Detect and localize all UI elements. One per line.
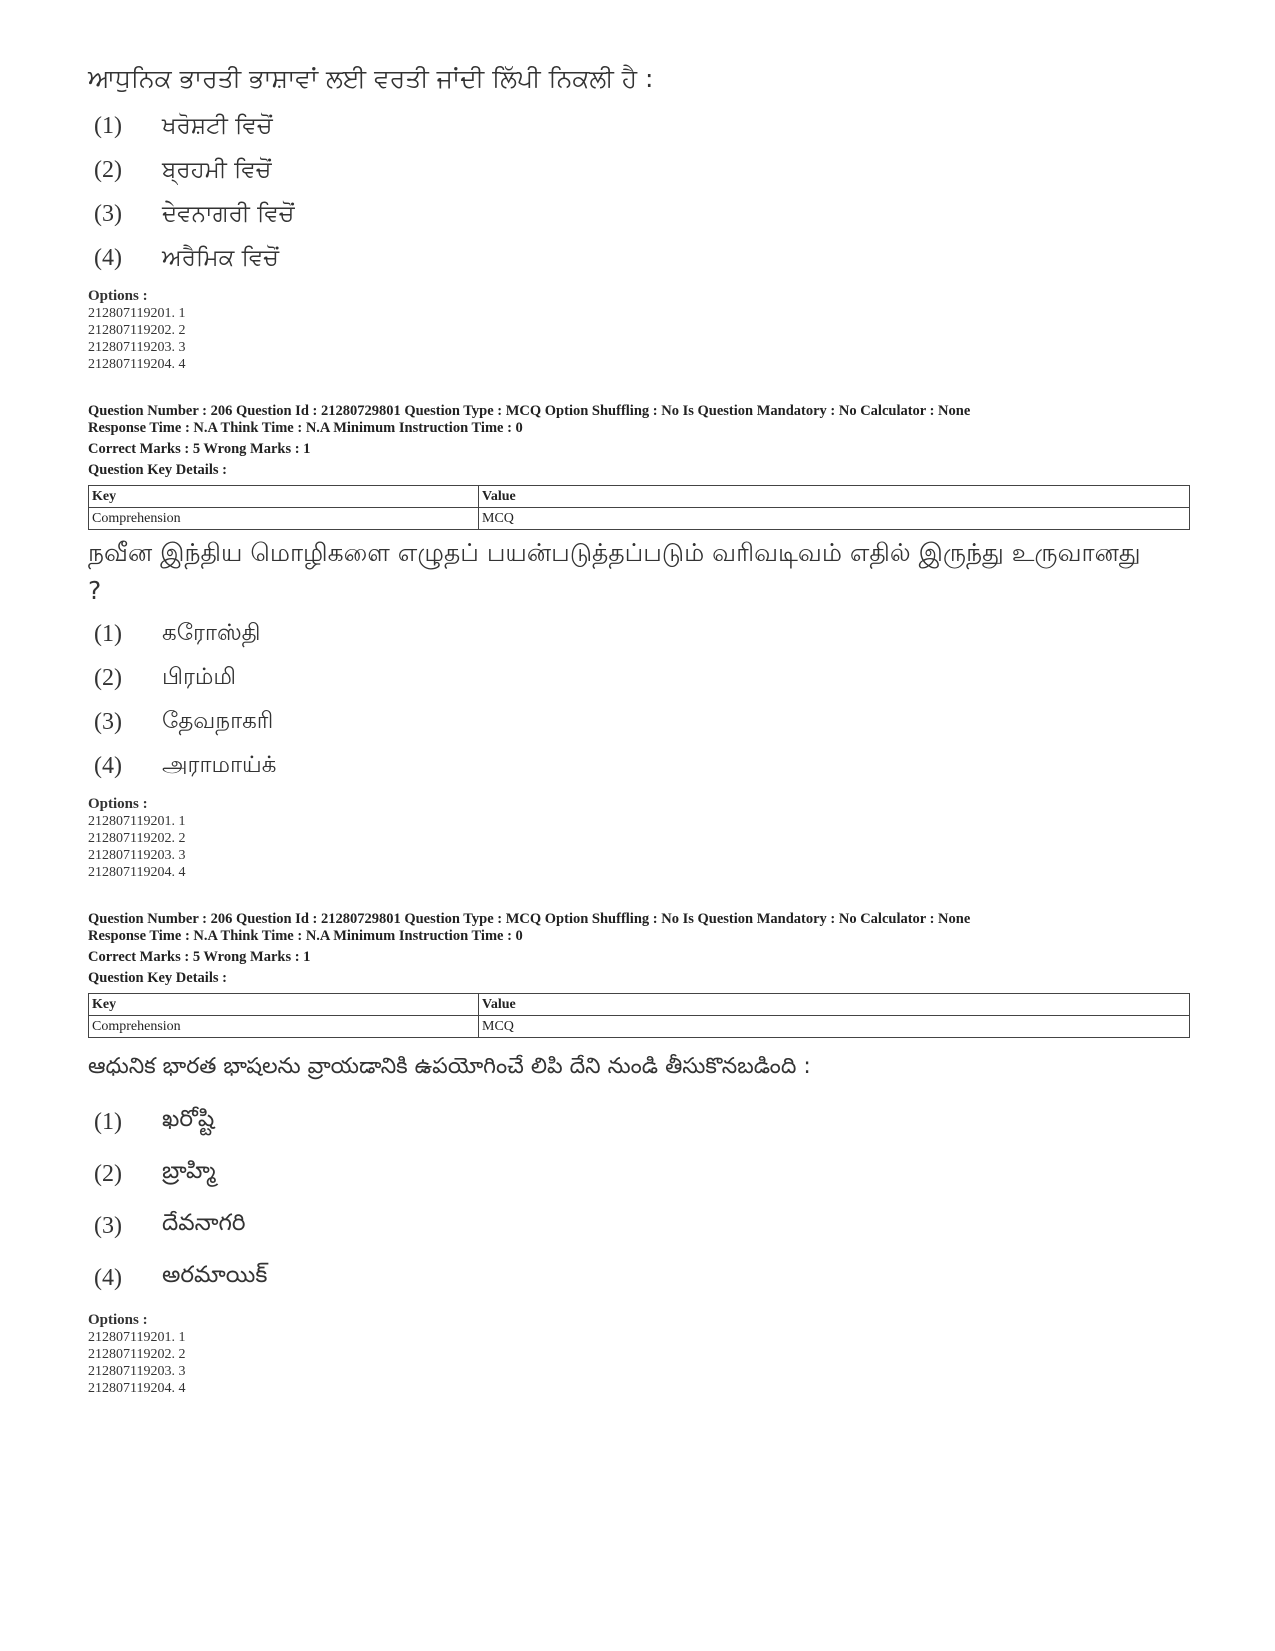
meta-line: Question Number : 206 Question Id : 21280729801 Question Type : MCQ Option Shuffling : No Is Question Mandatory : No Calculator : None — [88, 911, 971, 927]
question-text: ਆਧੁਨਿਕ ਭਾਰਤੀ ਭਾਸ਼ਾਵਾਂ ਲਈ ਵਰਤੀ ਜਾਂਦੀ ਲਿੱਪੀ ਨਿਕਲੀ ਹੈ : — [88, 64, 654, 93]
meta-line: Correct Marks : 5 Wrong Marks : 1 — [88, 949, 311, 965]
option-id: 212807119204. 4 — [88, 357, 186, 372]
question-block-punjabi — [88, 60, 1188, 373]
question-meta — [88, 911, 1188, 987]
options-list — [88, 288, 1188, 373]
key-header: Key — [89, 486, 479, 508]
meta-line: Correct Marks : 5 Wrong Marks : 1 — [88, 441, 311, 457]
meta-line: Question Key Details : — [88, 462, 227, 478]
option-id: 212807119203. 3 — [88, 340, 186, 355]
options-list — [88, 1312, 1188, 1397]
option-id: 212807119202. 2 — [88, 323, 186, 338]
meta-line: Question Number : 206 Question Id : 21280729801 Question Type : MCQ Option Shuffling : No Is Question Mandatory : No Calculator : None — [88, 403, 971, 419]
answer-choice-3: (3) தேவநாகரி — [94, 707, 274, 735]
key-cell: Comprehension — [89, 1016, 479, 1038]
answer-choice-2: (2) బ్రాహ్మి — [94, 1158, 216, 1187]
answer-choice-1: (1) கரோஸ்தி — [94, 619, 261, 647]
answer-choice-4: (4) அராமாய்க் — [94, 751, 277, 779]
answer-choice-2: (2) பிரம்மி — [94, 663, 237, 691]
document-page — [88, 60, 1188, 1397]
options-label: Options : — [88, 288, 148, 304]
value-cell: MCQ — [479, 1016, 1190, 1038]
value-cell: MCQ — [479, 508, 1190, 530]
answer-choice-1: (1) ఖరోష్టి — [94, 1106, 215, 1135]
question-block-telugu — [88, 911, 1188, 1397]
options-label: Options : — [88, 1312, 148, 1328]
answer-choice-3: (3) ਦੇਵਨਾਗਰੀ ਵਿਚੋਂ — [94, 200, 295, 227]
answer-choice-4: (4) ਅਰੈਮਿਕ ਵਿਚੋਂ — [94, 244, 279, 271]
question-key-table — [88, 485, 1190, 530]
question-meta — [88, 403, 1188, 479]
value-header: Value — [479, 994, 1190, 1016]
option-id: 212807119202. 2 — [88, 831, 186, 846]
question-block-tamil — [88, 403, 1188, 881]
option-id: 212807119202. 2 — [88, 1347, 186, 1362]
key-header: Key — [89, 994, 479, 1016]
option-id: 212807119203. 3 — [88, 1364, 186, 1379]
option-id: 212807119201. 1 — [88, 306, 186, 321]
answer-choice-4: (4) అరమాయిక్ — [94, 1262, 268, 1291]
question-text: நவீன இந்திய மொழிகளை எழுதப் பயன்படுத்தப்படும் வரிவடிவம் எதில் இருந்து உருவானது ? — [88, 538, 1141, 605]
meta-line: Response Time : N.A Think Time : N.A Minimum Instruction Time : 0 — [88, 420, 523, 436]
answer-choice-3: (3) దేవనాగరి — [94, 1210, 246, 1239]
answer-choice-1: (1) ਖਰੋਸ਼ਟੀ ਵਿਚੋਂ — [94, 112, 273, 139]
option-id: 212807119201. 1 — [88, 814, 186, 829]
option-id: 212807119204. 4 — [88, 1381, 186, 1396]
option-id: 212807119203. 3 — [88, 848, 186, 863]
meta-line: Response Time : N.A Think Time : N.A Minimum Instruction Time : 0 — [88, 928, 523, 944]
question-text: ఆధునిక భారత భాషలను వ్రాయడానికి ఉపయోగించే లిపి దేని నుండి తీసుకొనబడింది : — [88, 1054, 811, 1079]
answer-choice-2: (2) ਬ੍ਰਹਮੀ ਵਿਚੋਂ — [94, 156, 272, 183]
question-key-table — [88, 993, 1190, 1038]
key-cell: Comprehension — [89, 508, 479, 530]
options-list — [88, 796, 1188, 881]
option-id: 212807119204. 4 — [88, 865, 186, 880]
option-id: 212807119201. 1 — [88, 1330, 186, 1345]
options-label: Options : — [88, 796, 148, 812]
value-header: Value — [479, 486, 1190, 508]
meta-line: Question Key Details : — [88, 970, 227, 986]
